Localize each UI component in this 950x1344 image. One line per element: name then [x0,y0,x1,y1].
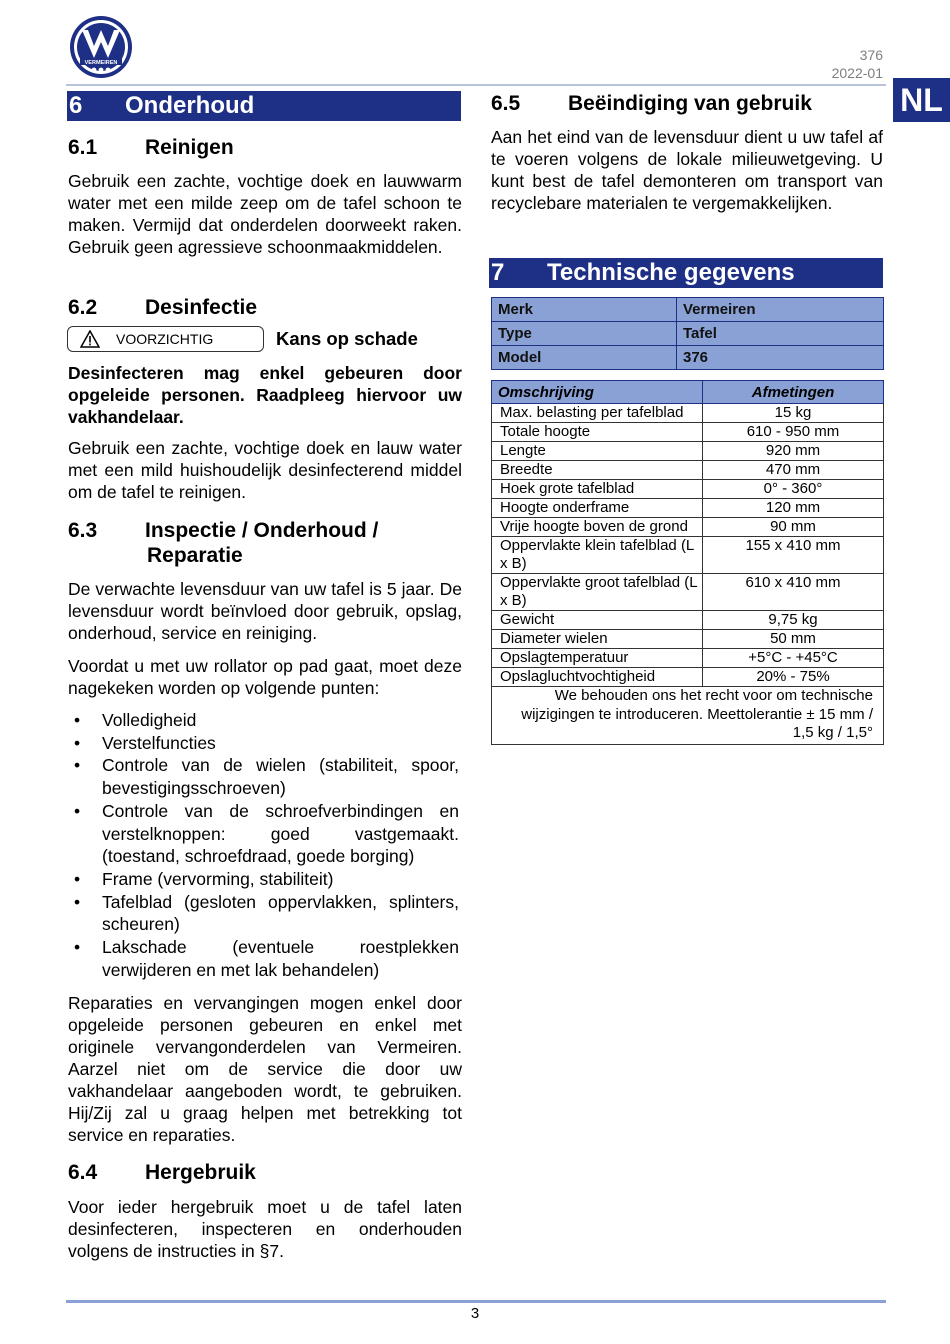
checklist-item: • Verstelfuncties [68,732,459,755]
section-6-heading [67,91,461,121]
table-row [492,611,884,630]
spec-value: 90 mm [703,518,884,537]
table-row [492,499,884,518]
property-value: Tafel [677,322,884,346]
section-number: 6.1 [68,136,98,159]
spec-value: 15 kg [703,404,884,423]
section-6-1-heading [68,135,462,160]
warning-text: Kans op schade [276,328,418,349]
table-row [492,461,884,480]
end-of-use-paragraph: Aan het eind van de levensduur dient u uw tafel af te voeren volgens de lokale milieuwetgeving. U kunt best de tafel demonteren om transport van recyclebare materialen te vergemakkelijken. [491,127,883,213]
section-6-4-heading [68,1160,462,1185]
svg-text:VERMEIREN: VERMEIREN [84,60,118,66]
spec-name: Breedte [492,461,703,480]
table-row [492,574,884,611]
spec-value: 920 mm [703,442,884,461]
checklist-item: • Controle van de schroefverbindingen en verstelknoppen: goed vastgemaakt. (toestand, schroefdraad, goede borging) [68,800,459,868]
disinfection-warning-paragraph: Desinfecteren mag enkel gebeuren door opgeleide personen. Raadpleeg hiervoor uw vakhandelaar. [68,363,462,427]
section-number: 6.5 [491,92,521,115]
spec-name: Lengte [492,442,703,461]
spec-name: Hoogte onderframe [492,499,703,518]
section-number: 6.2 [68,296,98,319]
spec-name: Hoek grote tafelblad [492,480,703,499]
section-title: Reinigen [145,136,234,159]
warning-triangle-icon [80,330,100,348]
checklist-item: • Volledigheid [68,709,459,732]
table-row [492,537,884,574]
section-title: Desinfectie [145,296,258,319]
language-tab: NL [893,78,950,122]
checklist-item: • Lakschade (eventuele roestplekken verwijderen en met lak behandelen) [68,936,459,981]
table-row [492,346,884,370]
description-column-header: Omschrijving [492,381,703,404]
caution-label: VOORZICHTIG [116,331,214,347]
spec-value: 155 x 410 mm [703,537,884,574]
warning-notice [67,326,418,352]
spec-value: 0° - 360° [703,480,884,499]
section-number: 6 [69,92,83,119]
spec-value: 610 - 950 mm [703,423,884,442]
section-title: Hergebruik [145,1161,256,1184]
spec-name: Totale hoogte [492,423,703,442]
document-number: 376 [859,47,883,63]
table-row [492,298,884,322]
inspection-checklist [68,709,459,981]
section-title-line-1: Inspectie / Onderhoud / [145,519,379,542]
section-6-5-heading [491,91,885,116]
cleaning-paragraph: Gebruik een zachte, vochtige doek en lauwwarm water met een milde zeep om de tafel schoon te maken. Vermijd dat onderdelen doorweekt raken. Gebruik geen agressieve schoonmaakmiddelen. [68,171,462,257]
table-row [492,322,884,346]
checkpoints-intro-paragraph: Voordat u met uw rollator op pad gaat, moet deze nagekeken worden op volgende punten: [68,656,462,698]
section-6-2-heading [68,295,462,320]
section-7-heading [489,258,883,288]
vermeiren-logo [68,14,134,80]
section-number: 6.4 [68,1161,98,1184]
spec-value: 470 mm [703,461,884,480]
spec-value: +5°C - +45°C [703,649,884,668]
spec-name: Oppervlakte groot tafelblad (L x B) [492,574,703,611]
spec-value: 9,75 kg [703,611,884,630]
property-name: Type [492,322,677,346]
footer-divider [66,1300,886,1303]
table-row [492,630,884,649]
table-row [492,649,884,668]
property-value: Vermeiren [677,298,884,322]
spec-value: 120 mm [703,499,884,518]
spec-name: Max. belasting per tafelblad [492,404,703,423]
checklist-item: • Controle van de wielen (stabiliteit, spoor, bevestigingsschroeven) [68,754,459,799]
disinfection-paragraph: Gebruik een zachte, vochtige doek en lauw water met een mild huishoudelijk desinfecterend middel om de tafel te reinigen. [68,438,462,502]
property-name: Merk [492,298,677,322]
spec-value: 20% - 75% [703,668,884,687]
table-row [492,404,884,423]
section-number: 7 [491,259,505,286]
reuse-paragraph: Voor ieder hergebruik moet u de tafel laten desinfecteren, inspecteren en onderhouden volgens de instructies in §7. [68,1197,462,1261]
specifications-note: We behouden ons het recht voor om technische wijzigingen te introduceren. Meettolerantie ± 15 mm / 1,5 kg / 1,5° [492,687,884,745]
document-date: 2022-01 [831,65,883,81]
table-row [492,668,884,687]
lifespan-paragraph: De verwachte levensduur van uw tafel is 5 jaar. De levensduur wordt beïnvloed door gebruik, opslag, onderhoud, service en reiniging. [68,579,462,643]
section-title: Technische gegevens [547,259,795,286]
spec-name: Opslagluchtvochtigheid [492,668,703,687]
section-title-line-2: Reparatie [147,544,243,567]
spec-name: Opslagtemperatuur [492,649,703,668]
specifications-table [491,380,884,745]
spec-name: Oppervlakte klein tafelblad (L x B) [492,537,703,574]
property-value: 376 [677,346,884,370]
identification-table [491,297,884,370]
caution-badge [67,326,264,352]
section-6-3-heading [68,518,462,568]
section-title: Beëindiging van gebruik [568,92,812,115]
table-row [492,442,884,461]
repairs-paragraph: Reparaties en vervangingen mogen enkel door opgeleide personen gebeuren en enkel met originele vervangonderdelen van Vermeiren. Aarzel niet om de service die door uw vakhandelaar aangeboden wordt, te gebruiken. Hij/Zij zal u graag helpen met betrekking tot service en reparaties. [68,993,462,1145]
spec-name: Diameter wielen [492,630,703,649]
table-row [492,423,884,442]
header-divider [66,84,886,86]
section-number: 6.3 [68,519,98,542]
checklist-item: • Tafelblad (gesloten oppervlakken, splinters, scheuren) [68,891,459,936]
spec-value: 50 mm [703,630,884,649]
dimensions-column-header: Afmetingen [703,381,884,404]
page-number: 3 [470,1305,480,1322]
checklist-item: • Frame (vervorming, stabiliteit) [68,868,459,891]
table-row [492,518,884,537]
spec-name: Gewicht [492,611,703,630]
spec-name: Vrije hoogte boven de grond [492,518,703,537]
table-row [492,480,884,499]
property-name: Model [492,346,677,370]
section-title: Onderhoud [125,92,255,119]
spec-value: 610 x 410 mm [703,574,884,611]
